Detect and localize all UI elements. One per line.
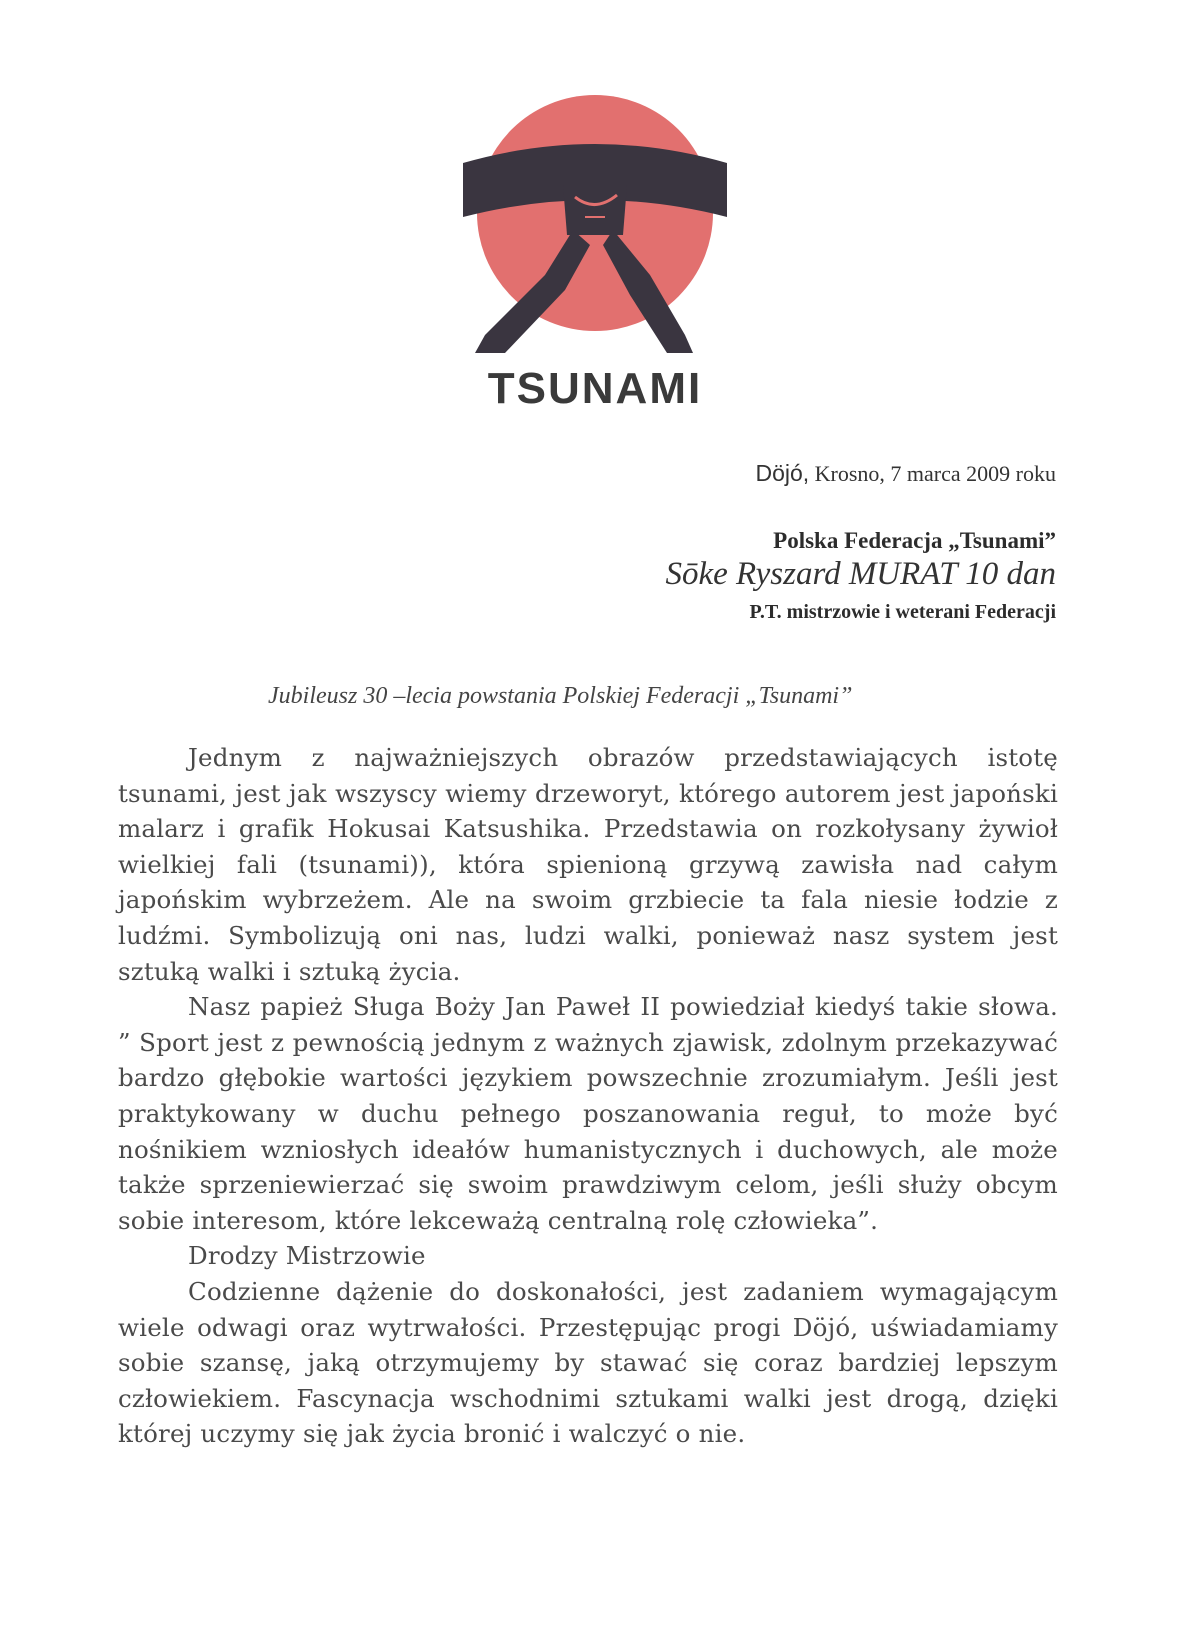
place-date-line [755,460,1056,487]
place-date: Krosno, 7 marca 2009 roku [814,461,1056,486]
tsunami-logo [445,85,735,415]
paragraph: Jednym z najważniejszych obrazów przedstawiających istotę tsunami, jest jak wszyscy wiemy drzeworyt, którego autorem jest japoński malarz i grafik Hokusai Katsushika. Przedstawia on rozkołysany żywioł wielkiej fali (tsunami)), która spienioną grzywą zawisła nad całym japońskim wybrzeżem. Ale na swoim grzbiecie ta fala niesie łodzie z ludźmi. Symbolizują oni nas, ludzi walki, ponieważ nasz system jest sztuką walki i sztuką życia. [118,743,1058,986]
letter-body [118,740,1058,1452]
addressee-masters: P.T. mistrzowie i weterani Federacji [749,601,1056,623]
salutation: Drodzy Mistrzowie [188,1241,426,1271]
place-dojo: Döjó, [755,460,810,486]
paragraph: Codzienne dążenie do doskonałości, jest zadaniem wymagającym wiele odwagi oraz wytrwałości. Przestępując progi Döjó, uświadamiamy sobie szansę, jaką otrzymujemy by stawać się coraz bardziej lepszym człowiekiem. Fascynacja wschodnimi sztukami walki jest drogą, dzięki której uczymy się jak życia bronić i walczyć o nie. [118,1276,1058,1449]
logo-text: TSUNAMI [487,364,703,413]
addressee-organization: Polska Federacja „Tsunami” [773,528,1056,553]
paragraph: Nasz papież Sługa Boży Jan Paweł II powiedział kiedyś takie słowa. ” Sport jest z pewnością jednym z ważnych zjawisk, zdolnym przekazywać bardzo głębokie wartości językiem powszechnie zrozumiałym. Jeśli jest praktykowany w duchu pełnego poszanowania reguł, to może być nośnikiem wzniosłych ideałów humanistycznych i duchowych, ale może także sprzeniewierzać się swoim prawdziwym celom, jeśli służy obcym sobie interesom, które lekceważą centralną rolę człowieka”. [118,992,1058,1235]
letter-subject: Jubileusz 30 –lecia powstania Polskiej Federacji „Tsunami” [268,683,853,709]
addressee-person: Sōke Ryszard MURAT 10 dan [665,556,1056,592]
